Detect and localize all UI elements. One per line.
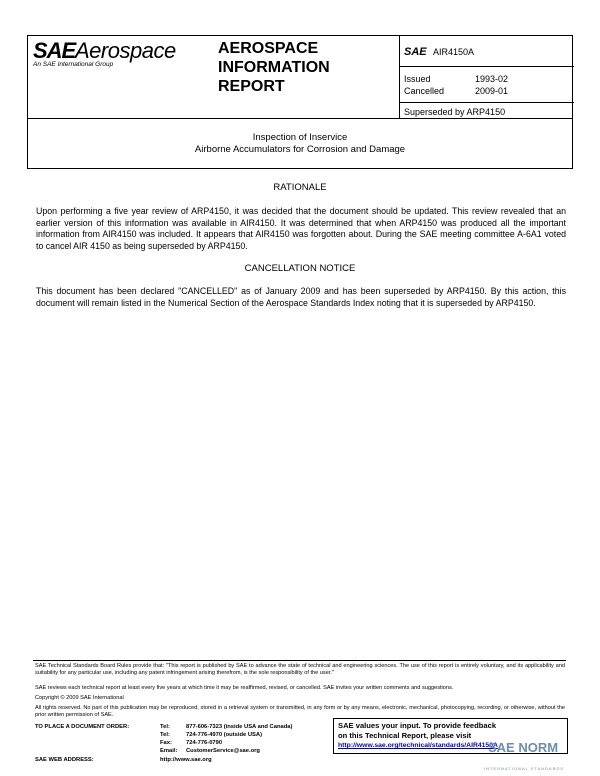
footer-divider — [33, 660, 566, 661]
feedback-line-2: on this Technical Report, please visit — [338, 731, 472, 740]
doc-number: AIR4150A — [433, 47, 475, 57]
divider — [400, 102, 574, 103]
contact-row — [160, 740, 222, 746]
document-header — [27, 35, 573, 119]
watermark: SAE NORM — [488, 740, 559, 755]
logo-subtitle: An SAE International Group — [33, 61, 114, 68]
order-label: TO PLACE A DOCUMENT ORDER: — [35, 724, 130, 730]
web-address-link[interactable]: http://www.sae.org — [160, 757, 212, 763]
report-type-title — [218, 39, 388, 96]
cancelled-label: Cancelled — [404, 86, 445, 96]
contact-label: Fax: — [160, 740, 172, 746]
document-info-panel — [399, 36, 574, 118]
cancellation-heading: CANCELLATION NOTICE — [244, 263, 356, 274]
web-address-label: SAE WEB ADDRESS: — [35, 757, 94, 763]
contact-label: Email: — [160, 748, 178, 754]
cancelled-value: 2009-01 — [475, 86, 509, 96]
document-title-line-1: Inspection of Inservice — [252, 132, 348, 143]
sae-mini-logo: SAE — [404, 46, 427, 58]
doc-number-cell — [400, 36, 574, 67]
rationale-heading: RATIONALE — [273, 182, 327, 193]
contact-row — [160, 732, 262, 738]
document-title-box — [27, 119, 573, 169]
footer-rules: SAE Technical Standards Board Rules provide that: "This report is published by SAE to advance the state of technical and engineering sciences. The use of this report is entirely voluntary, and its applicability and suitability for any particular use, including any patent infringement arising therefrom, is the sole responsibility of the user." — [35, 663, 565, 677]
contact-email[interactable]: CustomerService@sae.org — [186, 748, 260, 754]
feedback-line-1: SAE values your input. To provide feedback — [338, 721, 497, 730]
title-line-3: REPORT — [218, 78, 285, 95]
cancellation-paragraph: This document has been declared "CANCELLED" as of January 2009 and has been superseded by ARP4150. By this action, this document will remain listed in the Numerical Section of the Aerospace Standards Index noting that it is superseded by ARP4150. — [36, 286, 566, 308]
footer-copyright: Copyright © 2009 SAE International — [35, 695, 124, 701]
contact-row — [160, 748, 260, 754]
rationale-paragraph: Upon performing a five year review of ARP4150, it was decided that the document should be updated. This review revealed that an earlier version of this information was available in AIR4150. It was determined that when ARP4150 was produced all the important information from AIR4150 was included. It appears that AIR4150 was forgotten about. During the SAE meeting committee A-6A1 voted to cancel AIR 4150 as being superseded by ARP4150. — [36, 206, 566, 251]
title-line-2: INFORMATION — [218, 59, 330, 76]
contact-value: 724-776-0790 — [186, 740, 223, 746]
contact-value: 877-606-7323 (inside USA and Canada) — [186, 724, 293, 730]
sae-aerospace-logo — [28, 36, 208, 120]
contact-row — [160, 724, 292, 730]
watermark-subtext: INTERNATIONAL STANDARDS — [484, 766, 565, 771]
feedback-link[interactable]: http://www.sae.org/technical/standards/AIR4150A — [338, 742, 498, 749]
issued-label: Issued — [404, 74, 431, 84]
issued-value: 1993-02 — [475, 74, 509, 84]
document-title-line-2: Airborne Accumulators for Corrosion and Damage — [194, 144, 406, 155]
title-line-1: AEROSPACE — [218, 40, 319, 57]
logo-sae-text: SAE — [33, 38, 76, 63]
contact-label: Tel: — [160, 724, 170, 730]
footer-rights: All rights reserved. No part of this publication may be reproduced, stored in a retrieval system or transmitted, in any form or by any means, electronic, mechanical, photocopying, recording, or otherwise, without the prior written permission of SAE. — [35, 705, 565, 719]
superseded-by: Superseded by ARP4150 — [404, 107, 506, 117]
contact-value: 724-776-4970 (outside USA) — [186, 732, 263, 738]
logo-aerospace-text: Aerospace — [75, 38, 176, 63]
footer-review: SAE reviews each technical report at least every five years at which time it may be reaffirmed, revised, or cancelled. SAE invites your written comments and suggestions. — [35, 685, 454, 691]
contact-label: Tel: — [160, 732, 170, 738]
